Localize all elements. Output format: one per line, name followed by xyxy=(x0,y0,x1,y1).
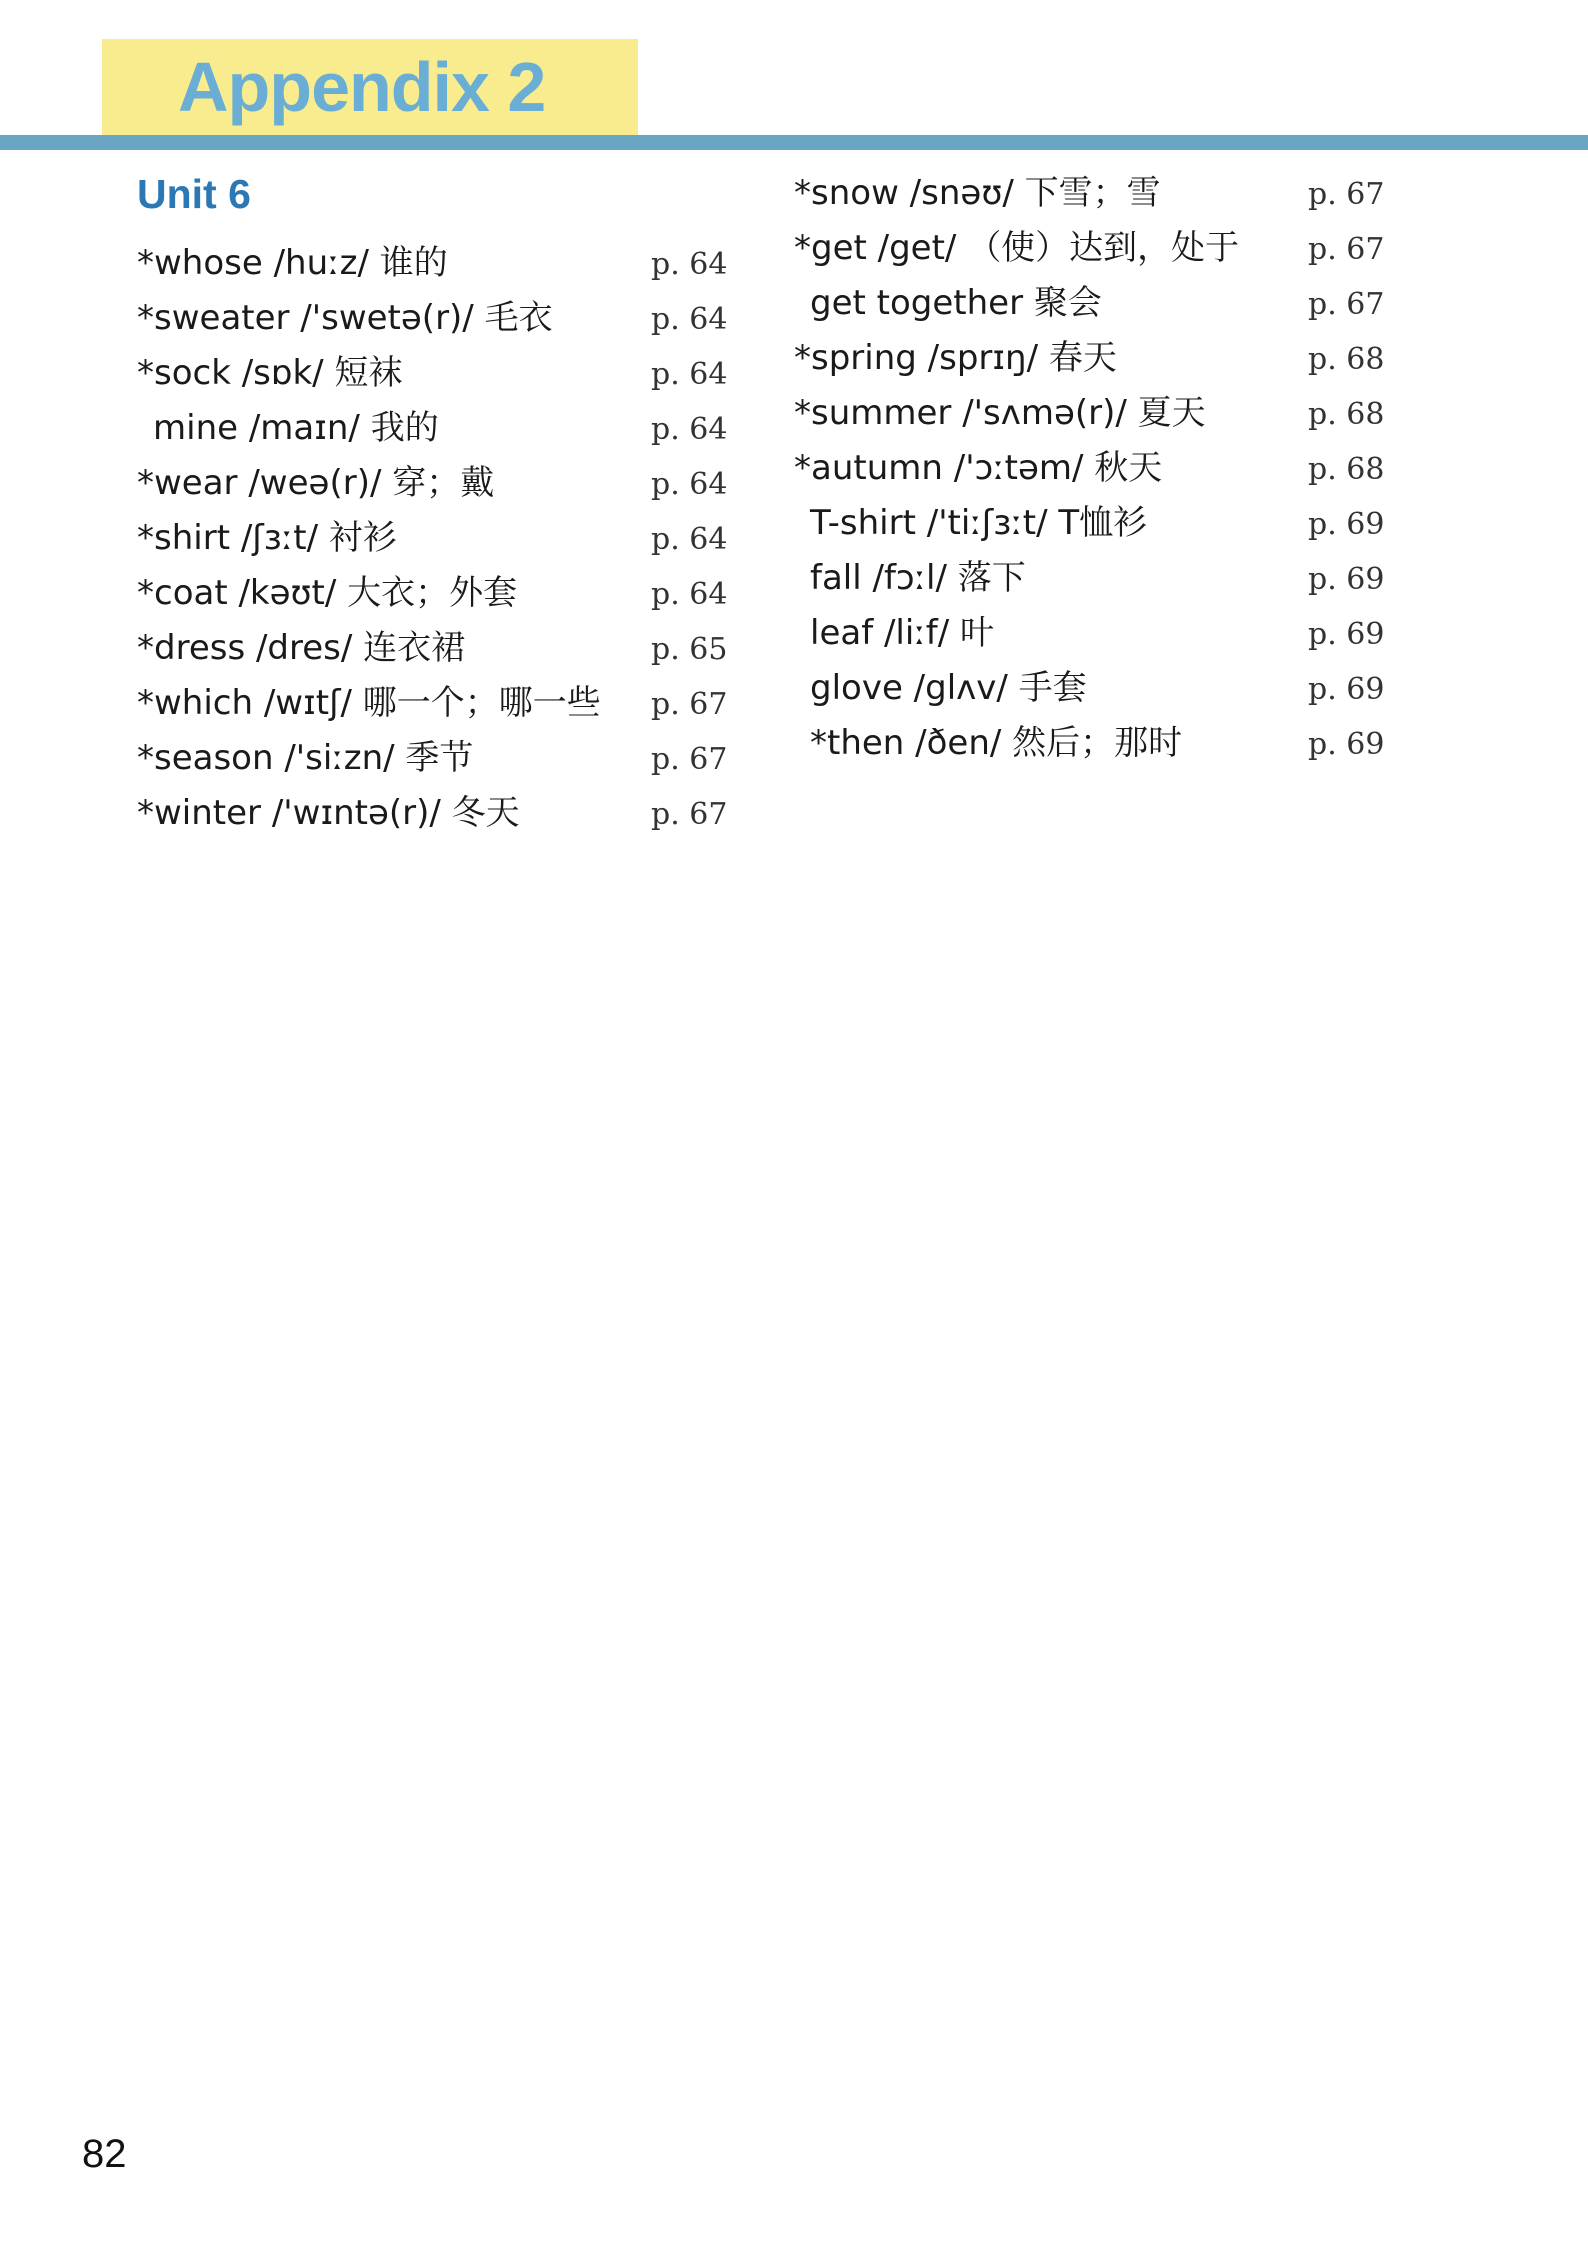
vocab-page-ref: p. 67 xyxy=(651,797,728,832)
unit-heading: Unit 6 xyxy=(137,171,251,217)
vocab-text: *then /ðen/ 然后；那时 xyxy=(810,723,1183,763)
vocab-text: get together 聚会 xyxy=(810,283,1102,323)
vocab-entry xyxy=(794,331,1394,386)
vocab-text: *season /'siːzn/ 季节 xyxy=(137,738,474,778)
vocab-text: mine /maɪn/ 我的 xyxy=(153,408,439,448)
vocab-text: *sock /sɒk/ 短袜 xyxy=(137,353,403,393)
vocab-page-ref: p. 67 xyxy=(1308,287,1385,322)
vocab-entry xyxy=(137,566,737,621)
vocab-page-ref: p. 67 xyxy=(1308,177,1385,212)
vocab-entry xyxy=(137,731,737,786)
vocab-entry xyxy=(137,511,737,566)
vocab-page-ref: p. 64 xyxy=(651,522,728,557)
vocab-text: *snow /snəʊ/ 下雪；雪 xyxy=(794,173,1161,213)
page-title: Appendix 2 xyxy=(178,48,546,126)
vocab-entry xyxy=(794,166,1394,221)
vocab-entry xyxy=(794,551,1394,606)
vocab-entry xyxy=(137,621,737,676)
vocab-entry xyxy=(794,386,1394,441)
vocab-page-ref: p. 69 xyxy=(1308,672,1385,707)
vocab-entry xyxy=(137,291,737,346)
vocab-entry xyxy=(137,236,737,291)
vocab-page-ref: p. 64 xyxy=(651,412,728,447)
vocab-entry xyxy=(794,606,1394,661)
vocab-text: *wear /weə(r)/ 穿；戴 xyxy=(137,463,495,503)
vocab-page-ref: p. 67 xyxy=(1308,232,1385,267)
vocab-entry xyxy=(137,346,737,401)
vocab-list-left xyxy=(137,236,737,841)
vocab-text: *whose /huːz/ 谁的 xyxy=(137,243,448,283)
header-rule xyxy=(0,135,1588,150)
vocab-text: T-shirt /'tiːʃɜːt/ T恤衫 xyxy=(810,503,1148,543)
vocab-entry xyxy=(137,401,737,456)
vocab-text: leaf /liːf/ 叶 xyxy=(810,613,995,653)
vocab-entry xyxy=(794,221,1394,276)
vocab-text: *autumn /'ɔːtəm/ 秋天 xyxy=(794,448,1163,488)
vocab-text: fall /fɔːl/ 落下 xyxy=(810,558,1026,598)
vocab-text: *summer /'sʌmə(r)/ 夏天 xyxy=(794,393,1206,433)
vocab-page-ref: p. 69 xyxy=(1308,562,1385,597)
vocab-entry xyxy=(794,716,1394,771)
vocab-page-ref: p. 67 xyxy=(651,742,728,777)
vocab-text: *which /wɪtʃ/ 哪一个；哪一些 xyxy=(137,683,601,723)
vocab-page-ref: p. 64 xyxy=(651,577,728,612)
vocab-text: glove /glʌv/ 手套 xyxy=(810,668,1087,708)
vocab-entry xyxy=(794,496,1394,551)
vocab-text: *dress /dres/ 连衣裙 xyxy=(137,628,466,668)
vocab-page-ref: p. 69 xyxy=(1308,727,1385,762)
vocab-text: *spring /sprɪŋ/ 春天 xyxy=(794,338,1117,378)
vocab-page-ref: p. 64 xyxy=(651,247,728,282)
vocab-page-ref: p. 67 xyxy=(651,687,728,722)
page-number: 82 xyxy=(82,2132,127,2176)
vocab-page-ref: p. 69 xyxy=(1308,617,1385,652)
vocab-page-ref: p. 68 xyxy=(1308,397,1385,432)
vocab-list-right xyxy=(794,166,1394,771)
vocab-page-ref: p. 64 xyxy=(651,357,728,392)
vocab-entry xyxy=(137,676,737,731)
vocab-text: *coat /kəʊt/ 大衣；外套 xyxy=(137,573,518,613)
vocab-entry xyxy=(137,786,737,841)
vocab-page-ref: p. 69 xyxy=(1308,507,1385,542)
vocab-text: *get /get/ （使）达到，处于 xyxy=(794,228,1240,268)
vocab-page-ref: p. 65 xyxy=(651,632,728,667)
vocab-text: *sweater /'swetə(r)/ 毛衣 xyxy=(137,298,553,338)
vocab-entry xyxy=(794,441,1394,496)
vocab-text: *shirt /ʃɜːt/ 衬衫 xyxy=(137,518,397,558)
vocab-entry xyxy=(794,276,1394,331)
vocab-page-ref: p. 64 xyxy=(651,467,728,502)
vocab-text: *winter /'wɪntə(r)/ 冬天 xyxy=(137,793,520,833)
vocab-page-ref: p. 64 xyxy=(651,302,728,337)
vocab-entry xyxy=(794,661,1394,716)
vocab-page-ref: p. 68 xyxy=(1308,342,1385,377)
vocab-page-ref: p. 68 xyxy=(1308,452,1385,487)
vocab-entry xyxy=(137,456,737,511)
